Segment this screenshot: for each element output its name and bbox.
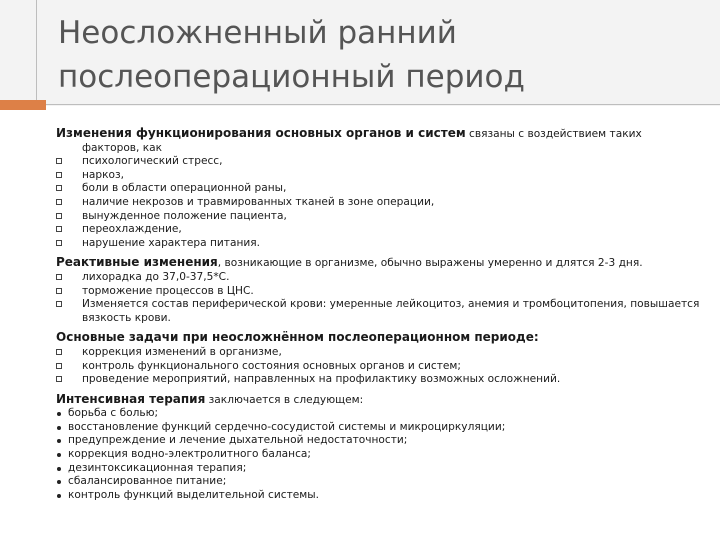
- list-item: [56, 285, 711, 299]
- bullet-square-icon: [56, 274, 62, 280]
- bullet-list: [56, 155, 711, 250]
- title-horizontal-rule: [46, 104, 720, 105]
- bullet-square-icon: [56, 172, 62, 178]
- list-item-text: психологический стресс,: [82, 155, 223, 168]
- list-item: [56, 210, 711, 224]
- list-item: [56, 346, 711, 360]
- list-item-text: восстановление функций сердечно-сосудистой системы и микроциркуляции;: [68, 420, 506, 433]
- section-2: [56, 256, 711, 325]
- list-item: [56, 475, 711, 489]
- bullet-square-icon: [56, 288, 62, 294]
- list-item-text: переохлаждение,: [82, 223, 182, 236]
- bullet-dot-icon: [57, 453, 61, 457]
- bullet-square-icon: [56, 185, 62, 191]
- list-item: [56, 298, 711, 325]
- list-item: [56, 223, 711, 237]
- list-item: [56, 421, 711, 435]
- section-1: [56, 127, 711, 250]
- list-item-text: торможение процессов в ЦНС.: [82, 284, 254, 297]
- list-item: [56, 360, 711, 374]
- section-3: [56, 331, 711, 386]
- section-heading-bold: Изменения функционирования основных органов и систем: [56, 126, 466, 140]
- bullet-dot-icon: [57, 480, 61, 484]
- list-item-text: сбалансированное питание;: [68, 475, 227, 488]
- bullet-list: [56, 346, 711, 387]
- bullet-list: [56, 407, 711, 502]
- bullet-square-icon: [56, 158, 62, 164]
- list-item-text: коррекция водно-электролитного баланса;: [68, 448, 311, 461]
- slide-body: [56, 127, 711, 502]
- list-item: [56, 169, 711, 183]
- list-item: [56, 407, 711, 421]
- bullet-square-icon: [56, 376, 62, 382]
- bullet-dot-icon: [57, 426, 61, 430]
- bullet-square-icon: [56, 301, 62, 307]
- section-heading-bold: Реактивные изменения: [56, 255, 218, 270]
- list-item-text: наркоз,: [82, 168, 125, 181]
- section-heading: [56, 256, 711, 271]
- section-heading: [56, 331, 711, 346]
- bullet-square-icon: [56, 213, 62, 219]
- section-heading: [56, 127, 711, 142]
- list-item-text: коррекция изменений в организме,: [82, 345, 282, 358]
- list-item-text: Изменяется состав периферической крови: умеренные лейкоцитоз, анемия и тромбоцитопения, повышается вязкость крови.: [82, 298, 700, 324]
- list-item-text: нарушение характера питания.: [82, 236, 260, 249]
- bullet-square-icon: [56, 240, 62, 246]
- section-heading-rest: заключается в следующем:: [205, 393, 364, 406]
- list-item: [56, 182, 711, 196]
- bullet-list: [56, 271, 711, 325]
- section-heading-rest: , возникающие в организме, обычно выражены умеренно и длятся 2-3 дня.: [217, 257, 643, 270]
- bullet-dot-icon: [57, 467, 61, 471]
- list-item-text: лихорадка до 37,0-37,5*С.: [82, 270, 230, 283]
- list-item-text: контроль функций выделительной системы.: [68, 488, 319, 501]
- list-item: [56, 271, 711, 285]
- accent-bar: [0, 100, 46, 110]
- list-item: [56, 434, 711, 448]
- section-heading-rest: связаны с воздействием таких: [465, 128, 642, 140]
- bullet-dot-icon: [57, 439, 61, 443]
- list-item-text: контроль функционального состояния основных органов и систем;: [82, 359, 461, 372]
- section-heading: [56, 393, 711, 408]
- list-item: [56, 155, 711, 169]
- slide-title: Неосложненный ранний послеоперационный период: [58, 15, 525, 95]
- list-item-text: борьба с болью;: [68, 407, 159, 420]
- list-item: [56, 489, 711, 503]
- list-item-text: предупреждение и лечение дыхательной недостаточности;: [68, 434, 408, 447]
- section-heading-bold: Интенсивная терапия: [56, 391, 206, 406]
- title-vertical-rule: [36, 0, 37, 106]
- bullet-dot-icon: [57, 412, 61, 416]
- list-item: [56, 373, 711, 387]
- bullet-square-icon: [56, 363, 62, 369]
- list-item: [56, 237, 711, 251]
- list-item-text: вынужденное положение пациента,: [82, 209, 287, 222]
- list-item-text: наличие некрозов и травмированных тканей в зоне операции,: [82, 195, 435, 208]
- list-item-text: боли в области операционной раны,: [82, 182, 287, 195]
- list-item-text: проведение мероприятий, направленных на профилактику возможных осложнений.: [82, 373, 561, 386]
- list-item: [56, 448, 711, 462]
- bullet-square-icon: [56, 226, 62, 232]
- bullet-dot-icon: [57, 494, 61, 498]
- section-heading-bold: Основные задачи при неосложнённом послеоперационном периоде:: [56, 330, 539, 345]
- list-item: [56, 462, 711, 476]
- section-heading-continuation: факторов, как: [82, 141, 163, 154]
- bullet-square-icon: [56, 199, 62, 205]
- section-4: [56, 393, 711, 503]
- bullet-square-icon: [56, 349, 62, 355]
- list-item-text: дезинтоксикационная терапия;: [68, 461, 247, 474]
- list-item: [56, 196, 711, 210]
